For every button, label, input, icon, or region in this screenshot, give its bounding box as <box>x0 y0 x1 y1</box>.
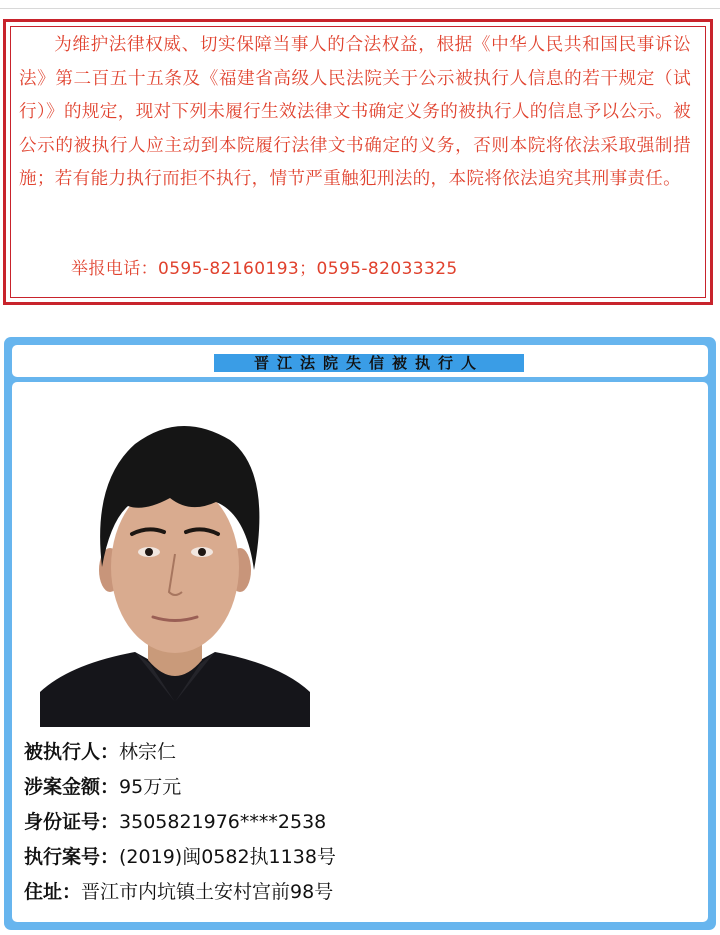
report-phone-line: 举报电话：0595-82160193；0595-82033325 <box>71 259 458 279</box>
card-body <box>12 382 708 922</box>
notice-text: 为维护法律权威、切实保障当事人的合法权益，根据《中华人民共和国民事诉讼法》第二百五十五条及《福建省高级人民法院关于公示被执行人信息的若干规定（试行）》的规定，现对下列未履行生效法律文书确定义务的被执行人的信息予以公示。被公示的被执行人应主动到本院履行法律文书确定的义务，否则本院将依法采取强制措施；若有能力执行而拒不执行，情节严重触犯刑法的，本院将依法追究其刑事责任。 <box>19 35 691 190</box>
label-name: 被执行人： <box>24 741 120 763</box>
value-address: 晋江市内坑镇土安村宫前98号 <box>81 881 334 903</box>
label-address: 住址： <box>24 881 82 903</box>
top-divider <box>0 8 720 9</box>
value-id-number: 3505821976****2538 <box>119 811 327 833</box>
card-header <box>12 345 708 377</box>
info-row-name <box>24 739 176 765</box>
person-photo <box>40 402 310 727</box>
label-id-number: 身份证号： <box>24 811 120 833</box>
info-row-id-number <box>24 809 326 835</box>
card-title: 晋江法院失信被执行人 <box>253 354 484 372</box>
value-amount: 95万元 <box>119 776 182 798</box>
label-case-number: 执行案号： <box>24 846 120 868</box>
title-bar <box>214 354 524 372</box>
defaulter-card <box>4 337 716 930</box>
info-row-amount <box>24 774 181 800</box>
value-name: 林宗仁 <box>119 741 177 763</box>
info-row-address <box>24 879 333 905</box>
info-row-case-number <box>24 844 336 870</box>
portrait-image <box>40 402 310 727</box>
label-amount: 涉案金额： <box>24 776 120 798</box>
value-case-number: (2019)闽0582执1138号 <box>119 846 336 868</box>
